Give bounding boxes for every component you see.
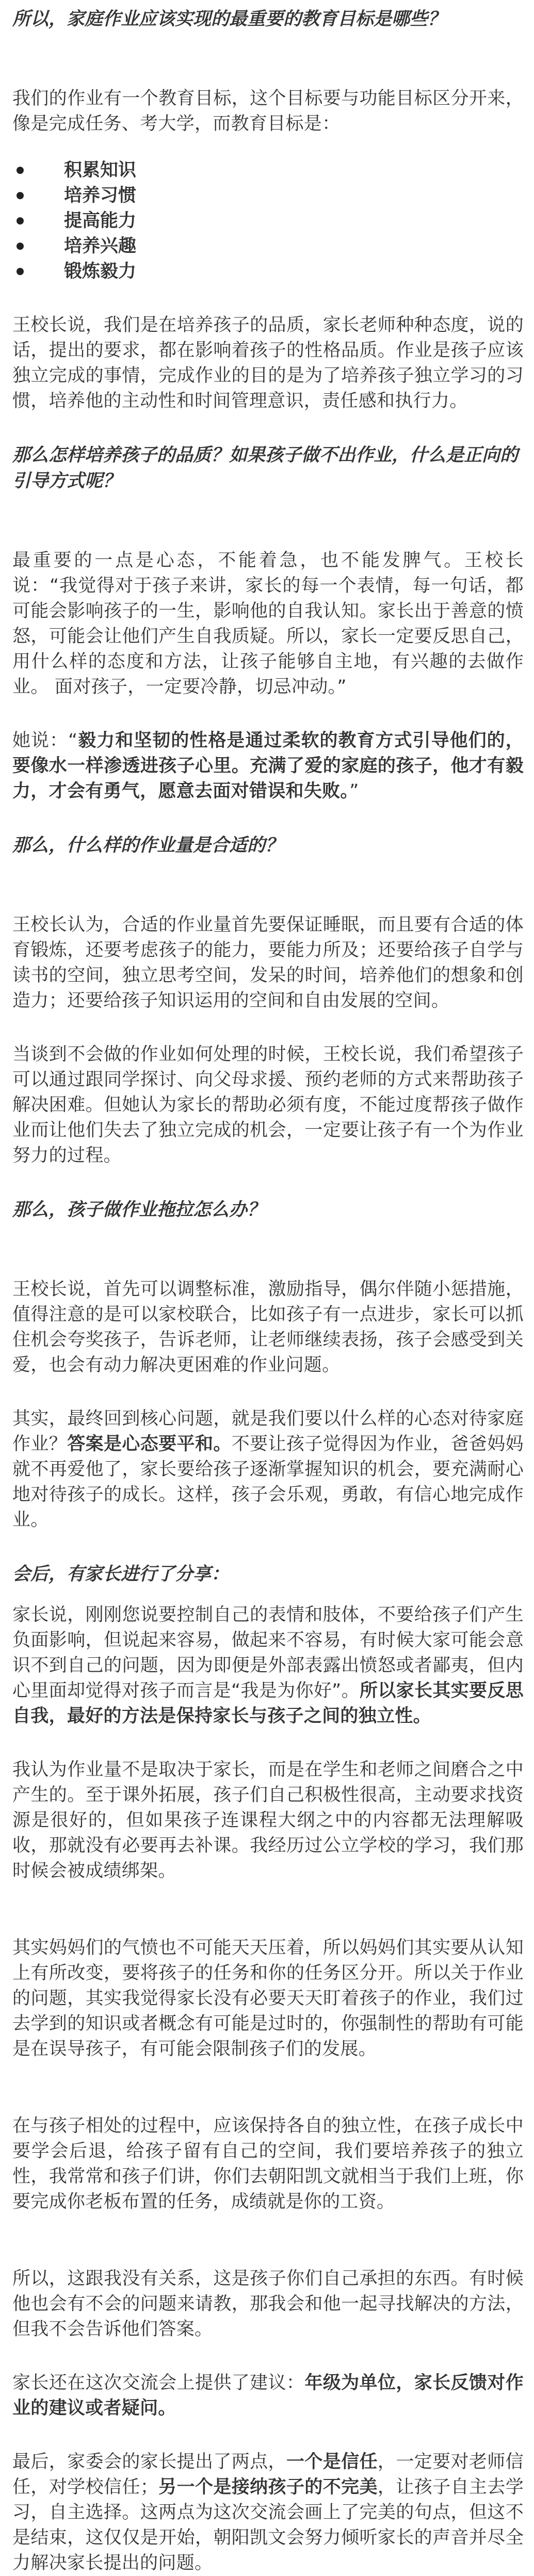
list-item: 培养兴趣	[12, 234, 524, 259]
paragraph: 王校长认为，合适的作业量首先要保证睡眠，而且要有合适的体育锻炼，还要考虑孩子的能力，要能力所及；还要给孩子自学与读书的空间，独立思考空间，发呆的时间，培养他们的想象和创造力；还要给孩子知识运用的空间和自由发展的空间。	[12, 915, 524, 1011]
bullet-icon	[17, 192, 24, 199]
section-heading-character: 那么怎样培养孩子的品质？如果孩子做不出作业，什么是正向的引导方式呢？	[12, 445, 519, 491]
paragraph: 其实妈妈们的气愤也不可能天天压着，所以妈妈们其实要从认知上有所改变，要将孩子的任务和你的任务区分开。所以关于作业的问题，其实我觉得家长没有必要天天盯着孩子的作业，我们过去学到的知识或者概念有可能是过时的，你强制性的帮助有可能是在误导孩子，有可能会限制孩子们的发展。	[12, 1938, 524, 2059]
paragraph: 家长说，刚刚您说要控制自己的表情和肢体，不要给孩子们产生负面影响，但说起来容易，做起来不容易，有时候大家可能会意识不到自己的问题，因为即便是外部表露出愤怒或者鄙夷，但内心里面却觉得对孩子而言是“我是为你好”。所以家长其实要反思自我，最好的方法是保持家长与孩子之间的独立性。	[12, 1605, 524, 1726]
section-heading-procrastination: 那么，孩子做作业拖拉怎么办？	[12, 1199, 266, 1220]
paragraph: 我认为作业量不是取决于家长，而是在学生和老师之间磨合之中产生的。至于课外拓展，孩子们自己积极性很高，主动要求找资源是很好的，但如果孩子连课程大纲之中的内容都无法理解吸收，那就没有必要再去补课。我经历过公立学校的学习，我们那时候会被成绩绑架。	[12, 1759, 524, 1881]
paragraph: 所以，这跟我没有关系，这是孩子你们自己承担的东西。有时候他也会有不会的问题来请教，那我会和他一起寻找解决的方法，但我不会告诉他们答案。	[12, 2268, 524, 2340]
section-heading-education-goals: 所以，家庭作业应该实现的最重要的教育目标是哪些？	[12, 9, 446, 29]
paragraph-intro: 我们的作业有一个教育目标，这个目标要与功能目标区分开来，像是完成任务、考大学，而教育目标是：	[12, 88, 524, 134]
section-heading-parent-sharing: 会后，有家长进行了分享：	[12, 1564, 230, 1585]
bullet-icon	[17, 268, 24, 275]
paragraph: 最重要的一点是心态，不能着急，也不能发脾气。王校长说：“我觉得对于孩子来讲，家长的每一个表情，每一句话，都可能会影响孩子的一生，影响他的自我认知。家长出于善意的愤怒，可能会让他们产生自我质疑。所以，家长一定要反思自己，用什么样的态度和方法，让孩子能够自主地，有兴趣的去做作业。 面对孩子，一定要冷静，切忌冲动。”	[12, 550, 524, 697]
paragraph: 最后，家委会的家长提出了两点，一个是信任，一定要对老师信任，对学校信任；另一个是接纳孩子的不完美，让孩子自主去学习，自主选择。这两点为这次交流会画上了完美的句点，但这不是结束，这仅仅是开始，朝阳凯文会努力倾听家长的声音并尽全力解决家长提出的问题。	[12, 2452, 524, 2573]
goal-list	[12, 158, 524, 284]
bullet-icon	[17, 243, 24, 250]
list-item: 培养习惯	[12, 183, 524, 209]
paragraph: 王校长说，首先可以调整标准，激励指导，偶尔伴随小惩措施，值得注意的是可以家校联合，比如孩子有一点进步，家长可以抓住机会夸奖孩子，告诉老师，让老师继续表扬，孩子会感受到关爱，也会有动力解决更困难的作业问题。	[12, 1279, 524, 1375]
paragraph-quote: 她说：“毅力和坚韧的性格是通过柔软的教育方式引导他们的，要像水一样渗透进孩子心里。充满了爱的家庭的孩子，他才有毅力，才会有勇气，愿意去面对错误和失败。”	[12, 730, 524, 802]
paragraph: 家长还在这次交流会上提供了建议：年级为单位，家长反馈对作业的建议或者疑问。	[12, 2373, 524, 2419]
bullet-icon	[17, 217, 24, 225]
list-item: 积累知识	[12, 158, 524, 183]
bullet-icon	[17, 167, 24, 174]
paragraph: 当谈到不会做的作业如何处理的时候，王校长说，我们希望孩子可以通过跟同学探讨、向父母求援、预约老师的方式来帮助孩子解决困难。但她认为家长的帮助必须有度，不能过度帮孩子做作业而让他们失去了独立完成的机会，一定要让孩子有一个为作业努力的过程。	[12, 1044, 524, 1166]
paragraph: 在与孩子相处的过程中，应该保持各自的独立性，在孩子成长中要学会后退，给孩子留有自己的空间，我们要培养孩子的独立性，我常常和孩子们讲，你们去朝阳凯文就相当于我们上班，你要完成你老板布置的任务，成绩就是你的工资。	[12, 2116, 524, 2212]
paragraph: 其实，最终回到核心问题，就是我们要以什么样的心态对待家庭作业？答案是心态要平和。不要让孩子觉得因为作业，爸爸妈妈就不再爱他了，家长要给孩子逐渐掌握知识的机会，要充满耐心地对待孩子的成长。这样，孩子会乐观，勇敢，有信心地完成作业。	[12, 1409, 524, 1530]
paragraph: 王校长说，我们是在培养孩子的品质，家长老师种种态度，说的话，提出的要求，都在影响着孩子的性格品质。作业是孩子应该独立完成的事情，完成作业的目的是为了培养孩子独立学习的习惯，培养他的主动性和时间管理意识，责任感和执行力。	[12, 315, 524, 411]
section-heading-workload: 那么，什么样的作业量是合适的？	[12, 835, 284, 856]
list-item: 提高能力	[12, 209, 524, 234]
list-item: 锻炼毅力	[12, 259, 524, 284]
